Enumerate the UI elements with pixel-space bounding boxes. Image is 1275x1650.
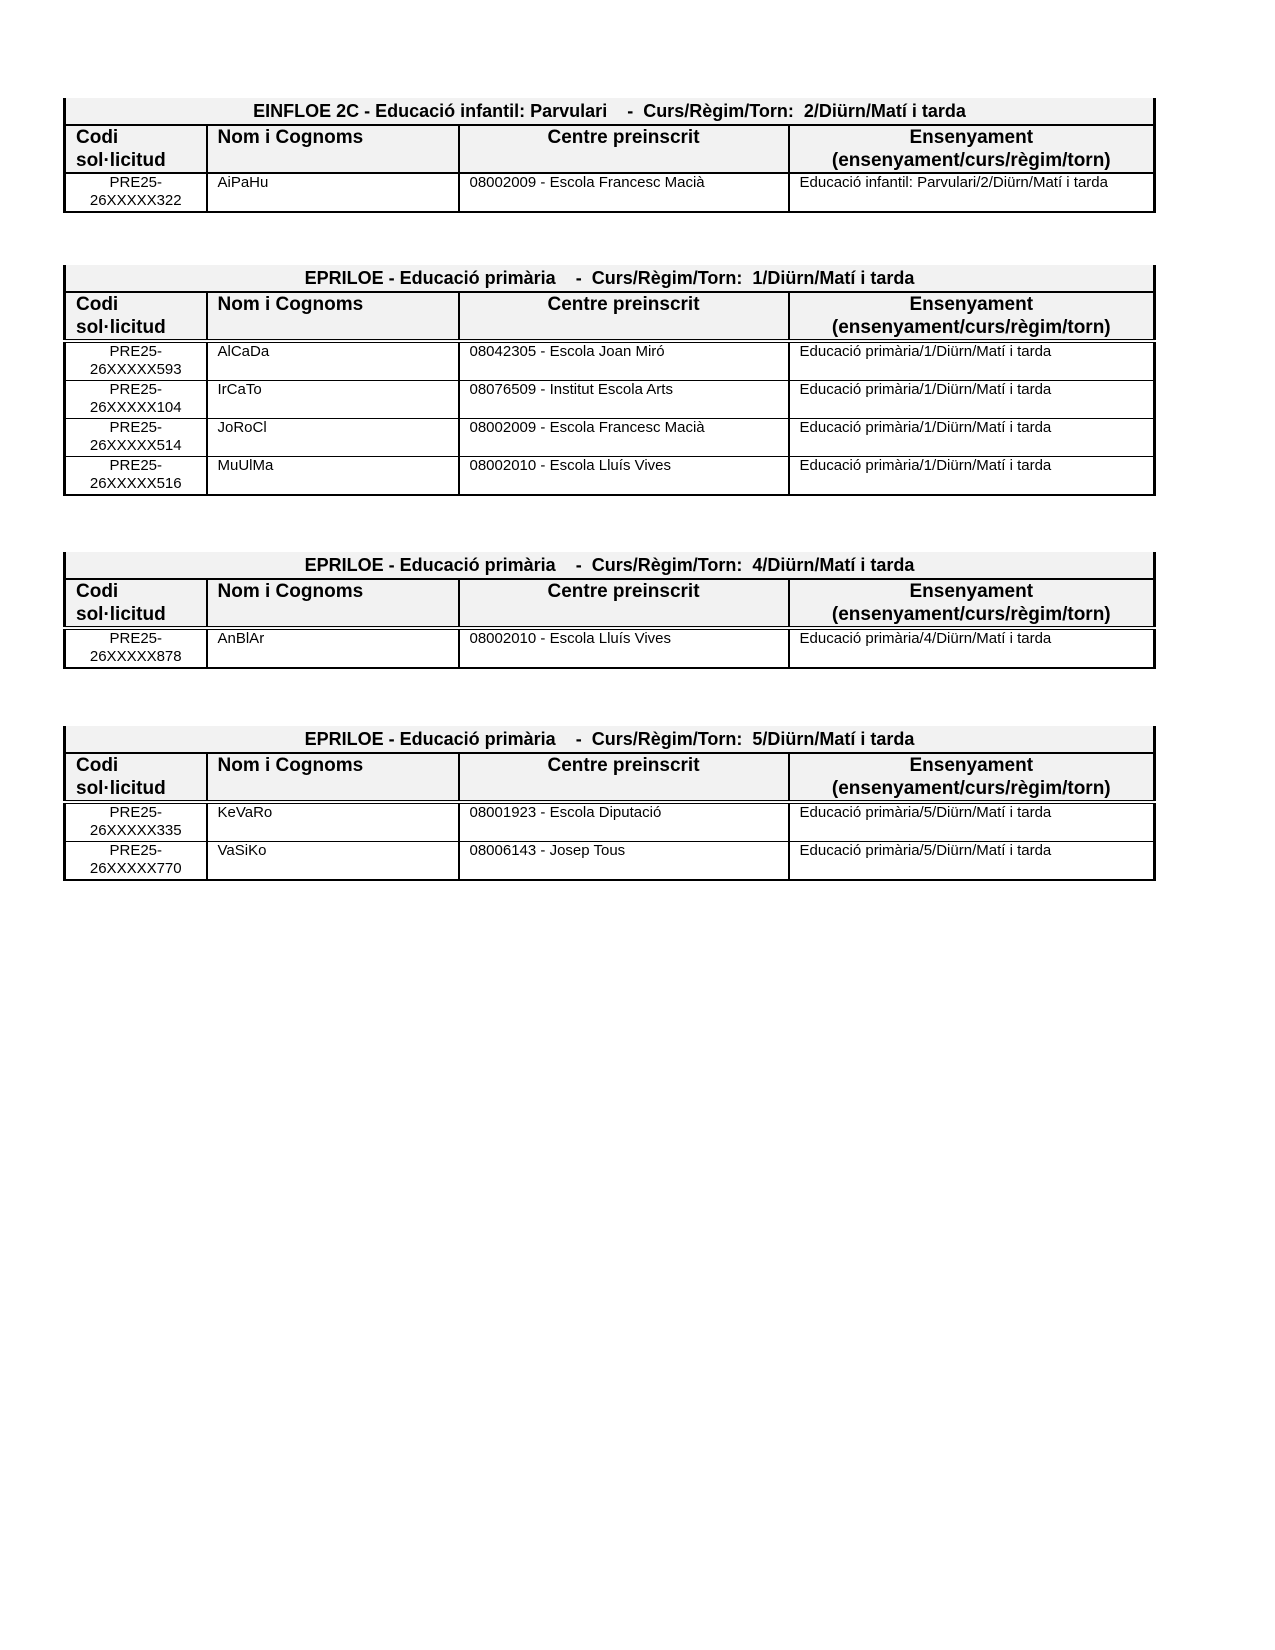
column-header: Ensenyament (ensenyament/curs/règim/torn) <box>789 125 1155 173</box>
school: 08002009 - Escola Francesc Macià <box>459 173 789 212</box>
enrollment-table <box>63 552 1156 669</box>
column-header: Codi sol·licitud <box>65 292 207 341</box>
table-row <box>65 341 1155 381</box>
school: 08042305 - Escola Joan Miró <box>459 341 789 381</box>
student-name: AiPaHu <box>207 173 459 212</box>
table-row <box>65 419 1155 457</box>
school: 08002009 - Escola Francesc Macià <box>459 419 789 457</box>
column-header: Centre preinscrit <box>459 125 789 173</box>
teaching: Educació infantil: Parvulari/2/Diürn/Matí i tarda <box>789 173 1155 212</box>
student-name: AnBlAr <box>207 628 459 668</box>
student-name: VaSiKo <box>207 842 459 881</box>
column-header: Codi sol·licitud <box>65 125 207 173</box>
column-header: Codi sol·licitud <box>65 579 207 628</box>
table-row <box>65 457 1155 496</box>
school: 08076509 - Institut Escola Arts <box>459 381 789 419</box>
teaching: Educació primària/5/Diürn/Matí i tarda <box>789 842 1155 881</box>
school: 08006143 - Josep Tous <box>459 842 789 881</box>
student-name: MuUlMa <box>207 457 459 496</box>
column-header: Ensenyament (ensenyament/curs/règim/torn) <box>789 292 1155 341</box>
request-code: PRE25- 26XXXXX770 <box>65 842 207 881</box>
column-header: Ensenyament (ensenyament/curs/règim/torn) <box>789 753 1155 802</box>
student-name: KeVaRo <box>207 802 459 842</box>
column-header: Nom i Cognoms <box>207 292 459 341</box>
column-header: Centre preinscrit <box>459 579 789 628</box>
table-title: EPRILOE - Educació primària - Curs/Règim/Torn: 4/Diürn/Matí i tarda <box>65 552 1155 579</box>
teaching: Educació primària/1/Diürn/Matí i tarda <box>789 457 1155 496</box>
teaching: Educació primària/1/Diürn/Matí i tarda <box>789 341 1155 381</box>
request-code: PRE25- 26XXXXX593 <box>65 341 207 381</box>
column-header: Nom i Cognoms <box>207 125 459 173</box>
column-header: Nom i Cognoms <box>207 579 459 628</box>
request-code: PRE25- 26XXXXX104 <box>65 381 207 419</box>
column-header: Ensenyament (ensenyament/curs/règim/torn) <box>789 579 1155 628</box>
table-row <box>65 802 1155 842</box>
request-code: PRE25- 26XXXXX335 <box>65 802 207 842</box>
table-title: EINFLOE 2C - Educació infantil: Parvulari - Curs/Règim/Torn: 2/Diürn/Matí i tarda <box>65 98 1155 125</box>
request-code: PRE25- 26XXXXX878 <box>65 628 207 668</box>
enrollment-table <box>63 98 1156 213</box>
column-header: Centre preinscrit <box>459 292 789 341</box>
student-name: AlCaDa <box>207 341 459 381</box>
school: 08001923 - Escola Diputació <box>459 802 789 842</box>
student-name: IrCaTo <box>207 381 459 419</box>
teaching: Educació primària/1/Diürn/Matí i tarda <box>789 381 1155 419</box>
column-header: Codi sol·licitud <box>65 753 207 802</box>
table-row <box>65 381 1155 419</box>
school: 08002010 - Escola Lluís Vives <box>459 628 789 668</box>
table-row <box>65 173 1155 212</box>
student-name: JoRoCl <box>207 419 459 457</box>
table-row <box>65 842 1155 881</box>
table-title: EPRILOE - Educació primària - Curs/Règim/Torn: 1/Diürn/Matí i tarda <box>65 265 1155 292</box>
enrollment-table <box>63 726 1156 881</box>
column-header: Centre preinscrit <box>459 753 789 802</box>
column-header: Nom i Cognoms <box>207 753 459 802</box>
request-code: PRE25- 26XXXXX516 <box>65 457 207 496</box>
table-row <box>65 628 1155 668</box>
school: 08002010 - Escola Lluís Vives <box>459 457 789 496</box>
enrollment-table <box>63 265 1156 496</box>
table-title: EPRILOE - Educació primària - Curs/Règim/Torn: 5/Diürn/Matí i tarda <box>65 726 1155 753</box>
request-code: PRE25- 26XXXXX514 <box>65 419 207 457</box>
teaching: Educació primària/5/Diürn/Matí i tarda <box>789 802 1155 842</box>
teaching: Educació primària/4/Diürn/Matí i tarda <box>789 628 1155 668</box>
request-code: PRE25- 26XXXXX322 <box>65 173 207 212</box>
teaching: Educació primària/1/Diürn/Matí i tarda <box>789 419 1155 457</box>
